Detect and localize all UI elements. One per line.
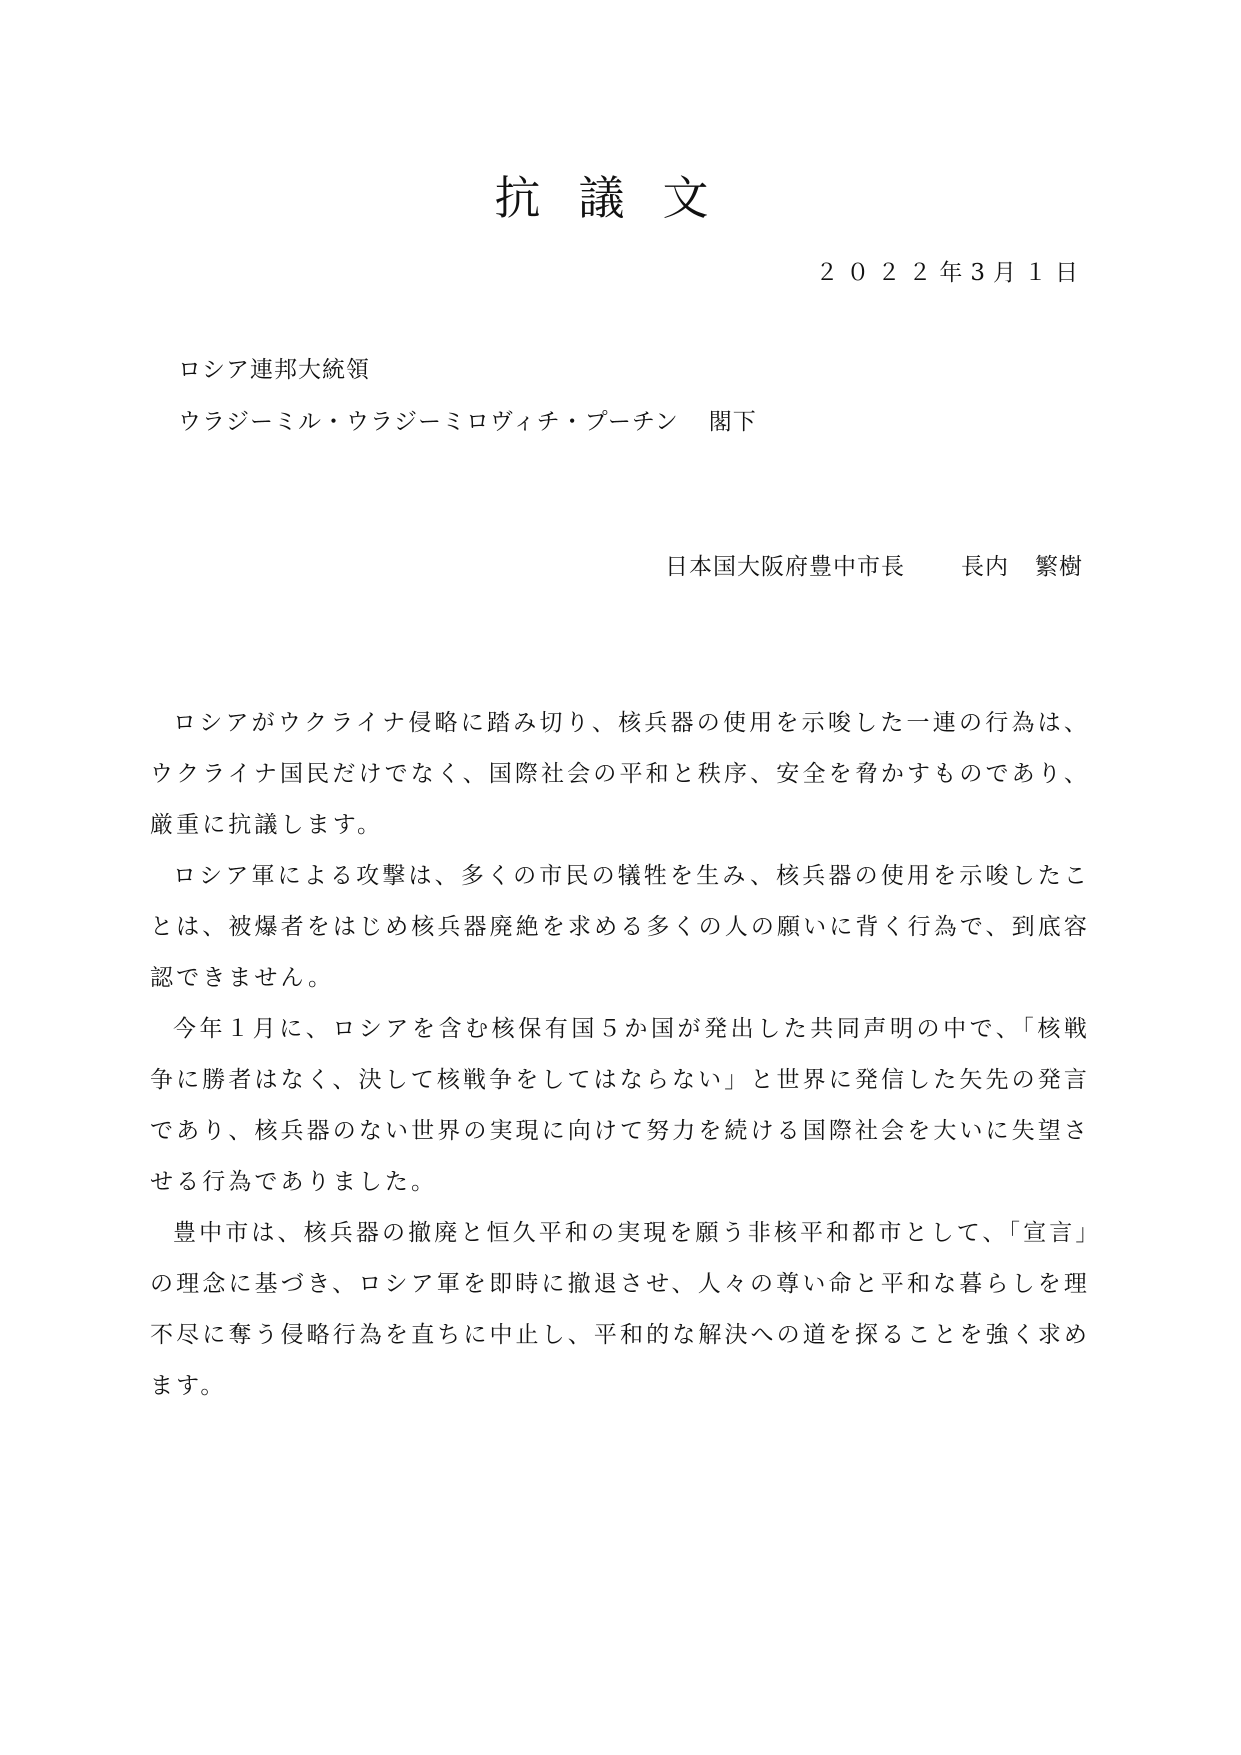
document-date: ２０２２年3月１日: [815, 260, 1086, 286]
recipient-line: [178, 407, 757, 437]
sender-line: [665, 552, 1083, 582]
letter-body: [150, 698, 1090, 1412]
body-paragraph: ロシアがウクライナ侵略に踏み切り、核兵器の使用を示唆した一連の行為は、ウクライナ国民だけでなく、国際社会の平和と秩序、安全を脅かすものであり、厳重に抗議します。: [150, 710, 1090, 838]
recipient-org: ロシア連邦大統領: [178, 357, 370, 383]
sender-given-name: 繁樹: [1035, 554, 1083, 580]
body-paragraph: ロシア軍による攻撃は、多くの市民の犠牲を生み、核兵器の使用を示唆したことは、被爆者をはじめ核兵器廃絶を求める多くの人の願いに背く行為で、到底容認できません。: [150, 863, 1090, 991]
sender-title: 日本国大阪府豊中市長: [665, 554, 905, 580]
recipient-name: ウラジーミル・ウラジーミロヴィチ・プーチン: [178, 409, 679, 435]
body-paragraph: 今年１月に、ロシアを含む核保有国５か国が発出した共同声明の中で、「核戦争に勝者はなく、決して核戦争をしてはならない」と世界に発信した矢先の発言であり、核兵器のない世界の実現に向けて努力を続ける国際社会を大いに失望させる行為でありました。: [150, 1016, 1090, 1195]
document-title: 抗議文: [494, 171, 747, 225]
sender-family-name: 長内: [961, 554, 1009, 580]
body-paragraph: 豊中市は、核兵器の撤廃と恒久平和の実現を願う非核平和都市として、「宣言」の理念に基づき、ロシア軍を即時に撤退させ、人々の尊い命と平和な暮らしを理不尽に奪う侵略行為を直ちに中止し、平和的な解決への道を探ることを強く求めます。: [150, 1220, 1090, 1399]
recipient-honorific: 閣下: [708, 409, 757, 435]
